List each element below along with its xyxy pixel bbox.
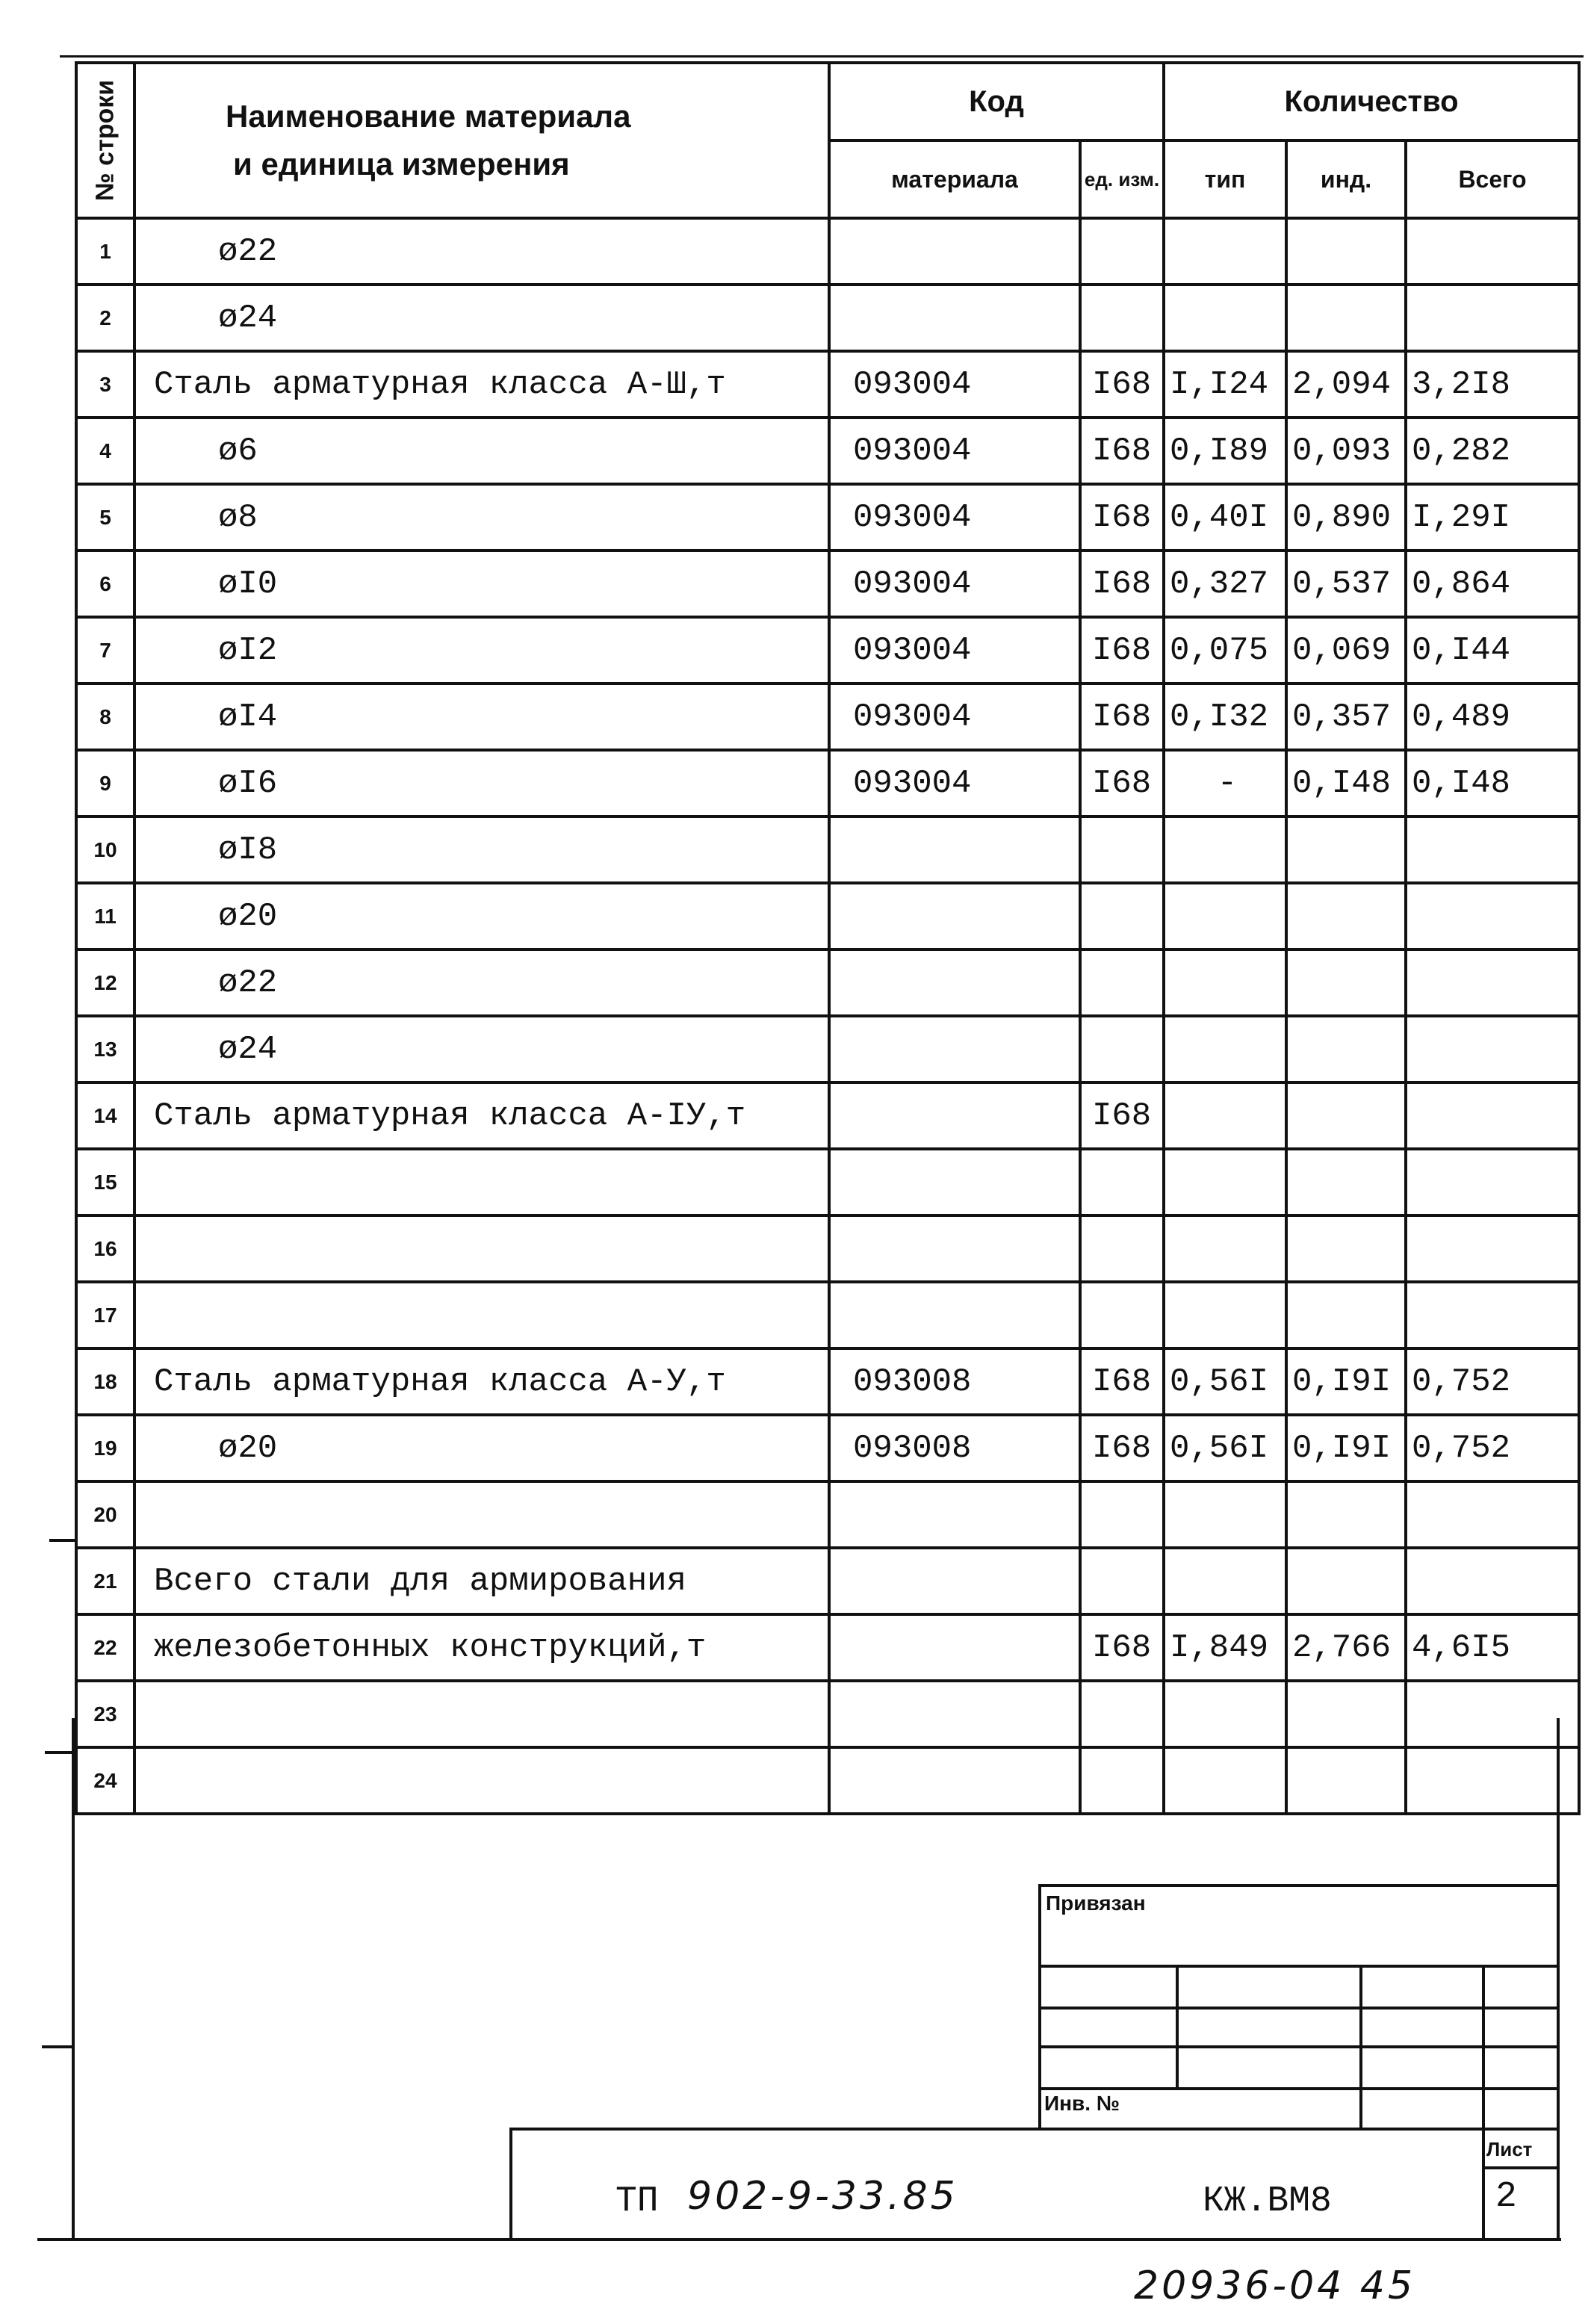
row-number-cell: 5 [76,484,134,551]
table-row [76,1149,1579,1215]
table-row [76,750,1579,817]
material-code-cell [829,1747,1080,1814]
row-number-cell: 19 [76,1415,134,1481]
unit-code-cell: I68 [1080,1614,1164,1681]
qty-type-cell [1164,218,1286,285]
table-row [76,351,1579,418]
row-number-cell: 18 [76,1348,134,1415]
row-number-cell: 6 [76,551,134,617]
unit-code-cell [1080,285,1164,351]
qty-total-cell: I,29I [1406,484,1579,551]
unit-code-cell [1080,1747,1164,1814]
row-number-cell: 9 [76,750,134,817]
qty-total-cell [1406,218,1579,285]
document-series: ТП [615,2181,659,2222]
material-code-cell [829,883,1080,949]
table-row [76,684,1579,750]
table-row [76,617,1579,684]
unit-code-cell [1080,883,1164,949]
material-name-cell: ø24 [134,1016,829,1082]
row-number-header-label: № строки [90,79,120,202]
qty-type-cell [1164,1149,1286,1215]
material-name-cell: ø24 [134,285,829,351]
qty-ind-cell [1286,1082,1406,1149]
material-code-cell [829,1548,1080,1614]
unit-code-cell [1080,1215,1164,1282]
qty-total-cell [1406,1681,1579,1747]
table-row [76,1614,1579,1681]
material-code-cell: 093004 [829,418,1080,484]
table-row [76,1215,1579,1282]
material-name-cell: ø20 [134,1415,829,1481]
material-code-cell [829,1481,1080,1548]
table-row [76,1282,1579,1348]
qty-type-cell [1164,1016,1286,1082]
material-name-cell [134,1215,829,1282]
row-number-cell: 23 [76,1681,134,1747]
handwritten-archive-number: 20936-04 45 [1134,2263,1416,2308]
row-number-cell: 13 [76,1016,134,1082]
unit-code-cell: I68 [1080,1415,1164,1481]
table-row [76,1481,1579,1548]
material-name-cell: ø20 [134,883,829,949]
qty-total-cell [1406,817,1579,883]
material-name-cell: Сталь арматурная класса А-IУ,т [134,1082,829,1149]
qty-total-cell [1406,1481,1579,1548]
table-row [76,817,1579,883]
qty-total-header: Всего [1406,140,1579,218]
material-name-header-line1: Наименование материала [226,99,631,134]
qty-ind-cell: 2,766 [1286,1614,1406,1681]
qty-total-cell [1406,1215,1579,1282]
row-number-cell: 12 [76,949,134,1016]
material-name-cell [134,1282,829,1348]
material-name-cell [134,1747,829,1814]
qty-total-cell: 0,I48 [1406,750,1579,817]
qty-total-cell [1406,1282,1579,1348]
qty-ind-cell [1286,218,1406,285]
qty-type-cell: 0,075 [1164,617,1286,684]
table-row [76,551,1579,617]
qty-ind-cell [1286,1548,1406,1614]
table-row [76,1016,1579,1082]
qty-total-cell: 0,489 [1406,684,1579,750]
qty-total-cell [1406,1082,1579,1149]
unit-code-cell: I68 [1080,750,1164,817]
material-code-cell [829,1082,1080,1149]
qty-total-cell [1406,949,1579,1016]
document-number: 902-9-33.85 [687,2174,958,2219]
material-code-cell [829,1614,1080,1681]
sheet-label: Лист [1486,2138,1533,2160]
materials-specification-table [75,61,1581,1815]
unit-code-cell: I68 [1080,418,1164,484]
material-code-cell: 093008 [829,1348,1080,1415]
table-row [76,1548,1579,1614]
margin-tick [42,2045,75,2048]
qty-type-cell [1164,1747,1286,1814]
material-code-cell [829,1215,1080,1282]
qty-ind-cell [1286,1747,1406,1814]
qty-type-cell: I,I24 [1164,351,1286,418]
unit-code-cell [1080,1681,1164,1747]
qty-total-cell: 0,864 [1406,551,1579,617]
row-number-cell: 21 [76,1548,134,1614]
inventory-number-label: Инв. № [1044,2092,1120,2115]
unit-code-cell [1080,1016,1164,1082]
table-row [76,1681,1579,1747]
material-code-cell: 093004 [829,750,1080,817]
top-frame-line [60,55,1584,58]
material-code-cell [829,1282,1080,1348]
unit-code-cell: I68 [1080,684,1164,750]
row-number-cell: 15 [76,1149,134,1215]
table-row [76,218,1579,285]
qty-ind-cell: 0,069 [1286,617,1406,684]
sheet-divider [1482,2166,1560,2169]
unit-code-cell: I68 [1080,551,1164,617]
material-name-cell: ø22 [134,218,829,285]
material-name-cell: øI8 [134,817,829,883]
qty-ind-cell: 0,I48 [1286,750,1406,817]
qty-type-cell: 0,I89 [1164,418,1286,484]
material-code-header: материала [829,140,1080,218]
material-code-cell: 093004 [829,351,1080,418]
qty-total-cell: 3,2I8 [1406,351,1579,418]
row-number-header [76,63,134,218]
unit-code-cell [1080,949,1164,1016]
qty-total-cell [1406,1747,1579,1814]
stamp-block [509,2128,1560,2241]
qty-type-cell: 0,56I [1164,1415,1286,1481]
qty-ind-cell [1286,285,1406,351]
table-row [76,285,1579,351]
qty-type-cell: 0,I32 [1164,684,1286,750]
table-row [76,418,1579,484]
table-row [76,1415,1579,1481]
material-name-cell: øI6 [134,750,829,817]
document-code: КЖ.ВМ8 [1203,2181,1332,2222]
material-name-cell [134,1149,829,1215]
qty-type-cell: 0,56I [1164,1348,1286,1415]
qty-ind-cell: 0,537 [1286,551,1406,617]
qty-ind-cell [1286,1481,1406,1548]
table-row [76,484,1579,551]
qty-ind-cell [1286,1681,1406,1747]
material-name-cell: øI0 [134,551,829,617]
margin-tick [49,1539,75,1542]
qty-ind-cell: 2,094 [1286,351,1406,418]
material-name-cell [134,1481,829,1548]
row-number-cell: 3 [76,351,134,418]
material-code-cell [829,218,1080,285]
qty-total-cell: 0,752 [1406,1415,1579,1481]
row-number-cell: 10 [76,817,134,883]
qty-ind-cell [1286,1016,1406,1082]
material-name-cell: øI2 [134,617,829,684]
title-block-line [1176,1965,1179,2089]
code-group-header: Код [829,63,1164,140]
qty-ind-cell: 0,890 [1286,484,1406,551]
material-name-header [134,63,829,218]
material-code-cell: 093004 [829,617,1080,684]
unit-code-cell: I68 [1080,1082,1164,1149]
material-code-cell [829,285,1080,351]
material-code-cell [829,1016,1080,1082]
material-code-cell: 093004 [829,484,1080,551]
material-name-cell: Сталь арматурная класса А-У,т [134,1348,829,1415]
material-code-cell [829,1149,1080,1215]
qty-total-cell [1406,1149,1579,1215]
qty-type-cell: 0,327 [1164,551,1286,617]
qty-type-cell [1164,285,1286,351]
row-number-cell: 16 [76,1215,134,1282]
qty-type-cell [1164,1681,1286,1747]
margin-tick [45,1751,75,1754]
table-row [76,1082,1579,1149]
material-name-cell: железобетонных конструкций,т [134,1614,829,1681]
unit-code-cell [1080,1481,1164,1548]
qty-ind-cell [1286,1215,1406,1282]
row-number-cell: 14 [76,1082,134,1149]
row-number-cell: 17 [76,1282,134,1348]
material-name-cell: øI4 [134,684,829,750]
material-name-cell: Всего стали для армирования [134,1548,829,1614]
material-name-cell [134,1681,829,1747]
qty-ind-cell [1286,1149,1406,1215]
material-code-cell: 093004 [829,684,1080,750]
material-name-header-line2: и единица измерения [233,146,570,182]
qty-type-cell [1164,949,1286,1016]
table-row [76,1747,1579,1814]
row-number-cell: 2 [76,285,134,351]
qty-ind-cell: 0,093 [1286,418,1406,484]
material-name-cell: ø22 [134,949,829,1016]
qty-type-cell [1164,1548,1286,1614]
material-code-cell [829,817,1080,883]
material-code-cell [829,1681,1080,1747]
qty-type-header: тип [1164,140,1286,218]
qty-type-cell: I,849 [1164,1614,1286,1681]
qty-total-cell [1406,1548,1579,1614]
table-row [76,883,1579,949]
row-number-cell: 20 [76,1481,134,1548]
row-number-cell: 8 [76,684,134,750]
material-code-cell: 093008 [829,1415,1080,1481]
row-number-cell: 7 [76,617,134,684]
row-number-cell: 24 [76,1747,134,1814]
qty-ind-cell: 0,357 [1286,684,1406,750]
unit-code-cell: I68 [1080,1348,1164,1415]
sheet-number: 2 [1495,2177,1517,2217]
bound-label: Привязан [1046,1891,1146,1915]
row-number-cell: 22 [76,1614,134,1681]
qty-total-cell [1406,285,1579,351]
unit-code-cell: I68 [1080,617,1164,684]
title-block-line [1359,1965,1362,2129]
unit-code-cell [1080,817,1164,883]
qty-ind-cell: 0,I9I [1286,1415,1406,1481]
qty-type-cell [1164,1215,1286,1282]
row-number-cell: 11 [76,883,134,949]
material-code-cell [829,949,1080,1016]
qty-ind-header: инд. [1286,140,1406,218]
unit-code-cell [1080,1149,1164,1215]
row-number-cell: 1 [76,218,134,285]
unit-code-cell [1080,1548,1164,1614]
sheet-divider [1482,2128,1485,2241]
qty-type-cell [1164,817,1286,883]
material-name-cell: Сталь арматурная класса А-Ш,т [134,351,829,418]
unit-code-header: ед. изм. [1080,140,1164,218]
table-row [76,1348,1579,1415]
qty-ind-cell [1286,949,1406,1016]
qty-type-cell [1164,1481,1286,1548]
unit-code-cell [1080,218,1164,285]
unit-code-cell: I68 [1080,484,1164,551]
table-body [76,218,1579,1814]
qty-type-cell [1164,1282,1286,1348]
unit-code-cell [1080,1282,1164,1348]
qty-total-cell: 0,I44 [1406,617,1579,684]
qty-type-cell: 0,40I [1164,484,1286,551]
qty-total-cell: 0,282 [1406,418,1579,484]
qty-type-cell: - [1164,750,1286,817]
material-code-cell: 093004 [829,551,1080,617]
qty-total-cell: 0,752 [1406,1348,1579,1415]
qty-total-cell [1406,883,1579,949]
table-row [76,949,1579,1016]
qty-type-cell [1164,1082,1286,1149]
qty-type-cell [1164,883,1286,949]
material-name-cell: ø8 [134,484,829,551]
quantity-group-header: Количество [1164,63,1579,140]
qty-ind-cell [1286,817,1406,883]
title-block-line [1482,1965,1485,2129]
qty-ind-cell: 0,I9I [1286,1348,1406,1415]
unit-code-cell: I68 [1080,351,1164,418]
qty-total-cell: 4,6I5 [1406,1614,1579,1681]
qty-ind-cell [1286,883,1406,949]
qty-total-cell [1406,1016,1579,1082]
material-name-cell: ø6 [134,418,829,484]
row-number-cell: 4 [76,418,134,484]
qty-ind-cell [1286,1282,1406,1348]
